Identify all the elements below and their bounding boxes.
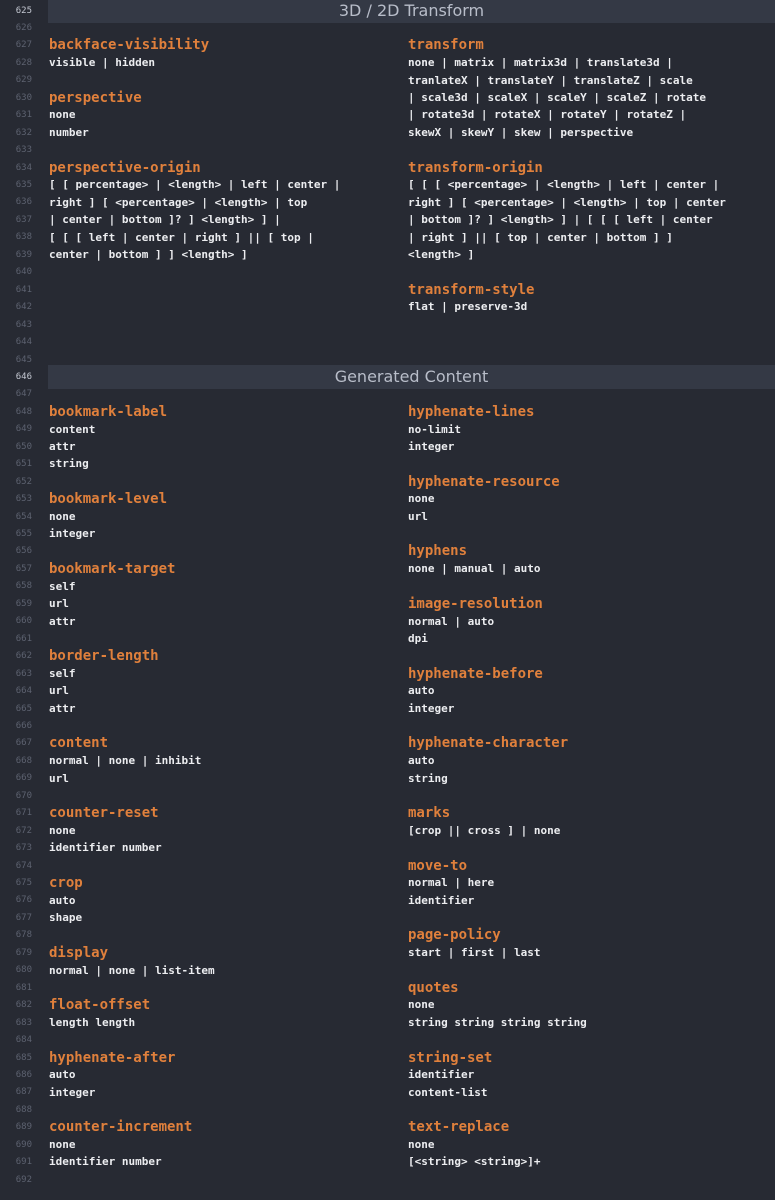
property-name: hyphens — [408, 543, 468, 560]
property-block — [49, 995, 409, 1031]
line-number: 652 — [15, 476, 32, 487]
property-name: hyphenate-resource — [408, 473, 560, 490]
property-value: [crop || cross ] | none — [408, 823, 561, 837]
property-value: [ [ [ <percentage> | <length> | left | center | — [408, 178, 720, 192]
line-number: 674 — [15, 860, 32, 871]
property-value: number — [49, 125, 89, 139]
property-value: right ] [ <percentage> | <length> | top | center — [408, 195, 726, 209]
property-value: none — [408, 492, 435, 506]
line-number: 676 — [15, 895, 32, 906]
property-name: counter-reset — [49, 805, 159, 822]
property-name: perspective-origin — [49, 159, 201, 176]
property-block — [49, 733, 409, 787]
line-number: 648 — [15, 406, 32, 417]
line-number: 682 — [15, 1000, 32, 1011]
property-value: normal | none | list-item — [49, 963, 215, 977]
property-value: none — [408, 1138, 435, 1152]
property-block — [408, 402, 768, 456]
line-number: 639 — [15, 249, 32, 260]
line-number: 690 — [15, 1139, 32, 1150]
property-value: tranlateX | translateY | translateZ | scale — [408, 73, 693, 87]
property-name: bookmark-level — [49, 491, 168, 508]
line-number: 658 — [15, 581, 32, 592]
property-value: visible | hidden — [49, 56, 155, 70]
line-number: 631 — [15, 110, 32, 121]
property-block — [49, 35, 409, 71]
line-number: 626 — [15, 22, 32, 33]
line-number: 660 — [15, 616, 32, 627]
property-value: url — [408, 509, 428, 523]
line-number: 659 — [15, 598, 32, 609]
line-number: 673 — [15, 843, 32, 854]
line-number: 633 — [15, 145, 32, 156]
property-value: integer — [49, 1085, 96, 1099]
line-number: 642 — [15, 302, 32, 313]
property-name: move-to — [408, 857, 468, 874]
line-number: 629 — [15, 75, 32, 86]
property-block — [408, 280, 768, 316]
line-number: 638 — [15, 232, 32, 243]
property-value: | rotate3d | rotateX | rotateY | rotateZ | — [408, 108, 687, 122]
property-value: attr — [49, 440, 76, 454]
line-number: 645 — [15, 354, 32, 365]
property-value: attr — [49, 614, 76, 628]
property-value: identifier — [408, 893, 475, 907]
line-number: 646 — [15, 371, 32, 382]
property-value: auto — [408, 684, 435, 698]
property-name: transform — [408, 37, 484, 54]
property-block — [49, 559, 409, 630]
property-value: skewX | skewY | skew | perspective — [408, 125, 634, 139]
line-number: 627 — [15, 40, 32, 51]
property-value: content — [49, 422, 96, 436]
property-value: | scale3d | scaleX | scaleY | scaleZ | rotate — [408, 91, 707, 104]
line-number: 678 — [15, 930, 32, 941]
property-value: none | matrix | matrix3d | translate3d | — [408, 56, 673, 70]
line-number: 666 — [15, 720, 32, 731]
property-name: hyphenate-lines — [408, 403, 535, 420]
property-name: hyphenate-before — [408, 665, 543, 682]
line-number: 689 — [15, 1122, 32, 1133]
property-value: none — [49, 1138, 76, 1152]
property-block — [49, 1117, 409, 1171]
property-block — [408, 733, 768, 787]
line-number: 664 — [15, 686, 32, 697]
property-value: shape — [49, 911, 83, 925]
property-block — [408, 594, 768, 648]
property-block — [408, 664, 768, 718]
property-name: text-replace — [408, 1119, 510, 1136]
line-number: 655 — [15, 529, 32, 539]
property-value: self — [49, 579, 76, 593]
line-number: 643 — [15, 319, 32, 330]
property-block — [408, 803, 768, 839]
line-number: 640 — [15, 267, 32, 278]
line-number: 649 — [15, 424, 32, 435]
property-name: crop — [49, 875, 83, 891]
property-value: | right ] || [ top | center | bottom ] ] — [408, 230, 673, 244]
property-value: integer — [49, 527, 96, 541]
property-value: normal | here — [408, 876, 495, 890]
line-number: 636 — [15, 197, 32, 208]
line-number: 667 — [15, 738, 32, 749]
property-value: string string string string — [408, 1015, 587, 1029]
line-number: 628 — [15, 57, 32, 68]
property-name: content — [49, 735, 109, 752]
line-number: 634 — [15, 162, 32, 173]
line-number: 644 — [15, 337, 32, 348]
line-number: 683 — [15, 1017, 32, 1028]
property-value: auto — [408, 754, 435, 768]
line-number: 635 — [15, 180, 32, 190]
line-number: 668 — [15, 755, 32, 766]
property-block — [49, 489, 409, 543]
property-name: transform-origin — [408, 159, 543, 176]
property-name: float-offset — [49, 997, 151, 1014]
line-number: 663 — [15, 668, 32, 679]
section-title: 3D / 2D Transform — [338, 0, 485, 20]
property-value: [<string> <string>]+ — [408, 1155, 541, 1169]
property-value: <length> ] — [408, 248, 475, 262]
line-number: 661 — [15, 633, 32, 644]
property-name: border-length — [49, 648, 159, 665]
line-number: 687 — [15, 1087, 32, 1098]
line-number: 688 — [15, 1104, 32, 1115]
property-value: dpi — [408, 631, 428, 645]
property-block — [408, 541, 768, 577]
property-value: | bottom ]? ] <length> ] | [ [ [ left | center — [408, 213, 713, 227]
property-block — [49, 158, 409, 264]
line-number: 650 — [15, 441, 32, 452]
property-value: normal | none | inhibit — [49, 754, 202, 768]
property-block — [49, 943, 409, 979]
line-number: 680 — [15, 965, 32, 976]
property-value: none — [49, 108, 76, 122]
line-number: 679 — [15, 947, 32, 958]
property-block — [408, 35, 768, 141]
property-block — [408, 472, 768, 526]
property-value: normal | auto — [408, 614, 495, 628]
line-number: 630 — [15, 92, 32, 103]
line-number: 641 — [15, 284, 32, 295]
property-value: center | bottom ] ] <length> ] — [49, 248, 248, 262]
property-value: attr — [49, 701, 76, 715]
property-block — [49, 88, 409, 142]
line-number: 677 — [15, 912, 32, 923]
line-number: 662 — [15, 651, 32, 662]
property-value: identifier number — [49, 1155, 162, 1169]
property-block — [408, 1048, 768, 1102]
property-name: hyphenate-after — [49, 1049, 176, 1066]
property-name: bookmark-target — [49, 560, 176, 577]
property-value: right ] [ <percentage> | <length> | top — [49, 195, 308, 209]
line-number: 675 — [15, 878, 32, 888]
property-name: quotes — [408, 979, 459, 996]
line-number: 685 — [15, 1052, 32, 1063]
property-name: marks — [408, 805, 451, 822]
property-value: none — [408, 998, 435, 1012]
property-value: self — [49, 666, 76, 680]
property-value: url — [49, 684, 69, 698]
property-name: image-resolution — [408, 595, 543, 612]
line-number: 692 — [15, 1174, 32, 1185]
property-name: backface-visibility — [49, 37, 210, 54]
property-block — [49, 1048, 409, 1102]
property-value: start | first | last — [408, 946, 541, 960]
property-block — [49, 402, 409, 473]
property-value: string — [49, 457, 89, 471]
section-title: Generated Content — [334, 366, 489, 386]
property-block — [408, 1117, 768, 1171]
property-name: perspective — [49, 89, 142, 106]
line-number: 672 — [15, 825, 32, 836]
line-number: 637 — [15, 214, 32, 225]
property-block — [408, 158, 768, 264]
property-block — [408, 856, 768, 910]
property-block — [49, 873, 409, 927]
property-value: none — [49, 823, 76, 837]
property-value: auto — [49, 893, 76, 907]
property-value: none | manual | auto — [408, 562, 541, 576]
property-value: identifier number — [49, 841, 162, 855]
line-number: 684 — [15, 1035, 32, 1046]
line-number: 669 — [15, 773, 32, 784]
property-value: none — [49, 509, 76, 523]
property-name: counter-increment — [49, 1119, 193, 1136]
line-number: 656 — [15, 546, 32, 557]
property-name: display — [49, 944, 109, 961]
property-value: length length — [49, 1015, 136, 1029]
line-number: 665 — [15, 703, 32, 714]
property-value: url — [49, 771, 69, 785]
property-name: hyphenate-character — [408, 735, 569, 752]
line-number: 670 — [15, 790, 32, 801]
property-value: auto — [49, 1068, 76, 1082]
line-number: 657 — [15, 563, 32, 574]
line-number: 651 — [15, 459, 32, 470]
property-value: string — [408, 771, 448, 785]
line-number: 686 — [15, 1069, 32, 1080]
property-name: transform-style — [408, 281, 535, 298]
line-number-gutter — [0, 0, 40, 1200]
property-value: flat | preserve-3d — [408, 300, 528, 314]
property-value: integer — [408, 440, 455, 454]
property-value: content-list — [408, 1085, 488, 1099]
property-block — [408, 925, 768, 961]
property-block — [408, 978, 768, 1032]
line-number: 625 — [15, 5, 32, 16]
line-number: 691 — [15, 1157, 32, 1168]
line-number: 654 — [15, 511, 32, 522]
property-name: bookmark-label — [49, 403, 168, 420]
line-number: 647 — [15, 389, 32, 400]
line-number: 671 — [15, 808, 32, 819]
property-block — [49, 803, 409, 857]
property-value: [ [ [ left | center | right ] || [ top | — [49, 230, 314, 244]
line-number: 632 — [15, 127, 32, 138]
property-value: no-limit — [408, 422, 461, 436]
line-number: 681 — [15, 982, 32, 993]
property-name: page-policy — [408, 927, 501, 944]
property-name: string-set — [408, 1049, 493, 1066]
property-value: | center | bottom ]? ] <length> ] | — [49, 213, 281, 227]
property-value: [ [ percentage> | <length> | left | center | — [49, 178, 341, 192]
property-value: url — [49, 597, 69, 611]
property-value: integer — [408, 701, 455, 715]
property-value: identifier — [408, 1068, 475, 1082]
property-block — [49, 646, 409, 717]
line-number: 653 — [15, 494, 32, 505]
